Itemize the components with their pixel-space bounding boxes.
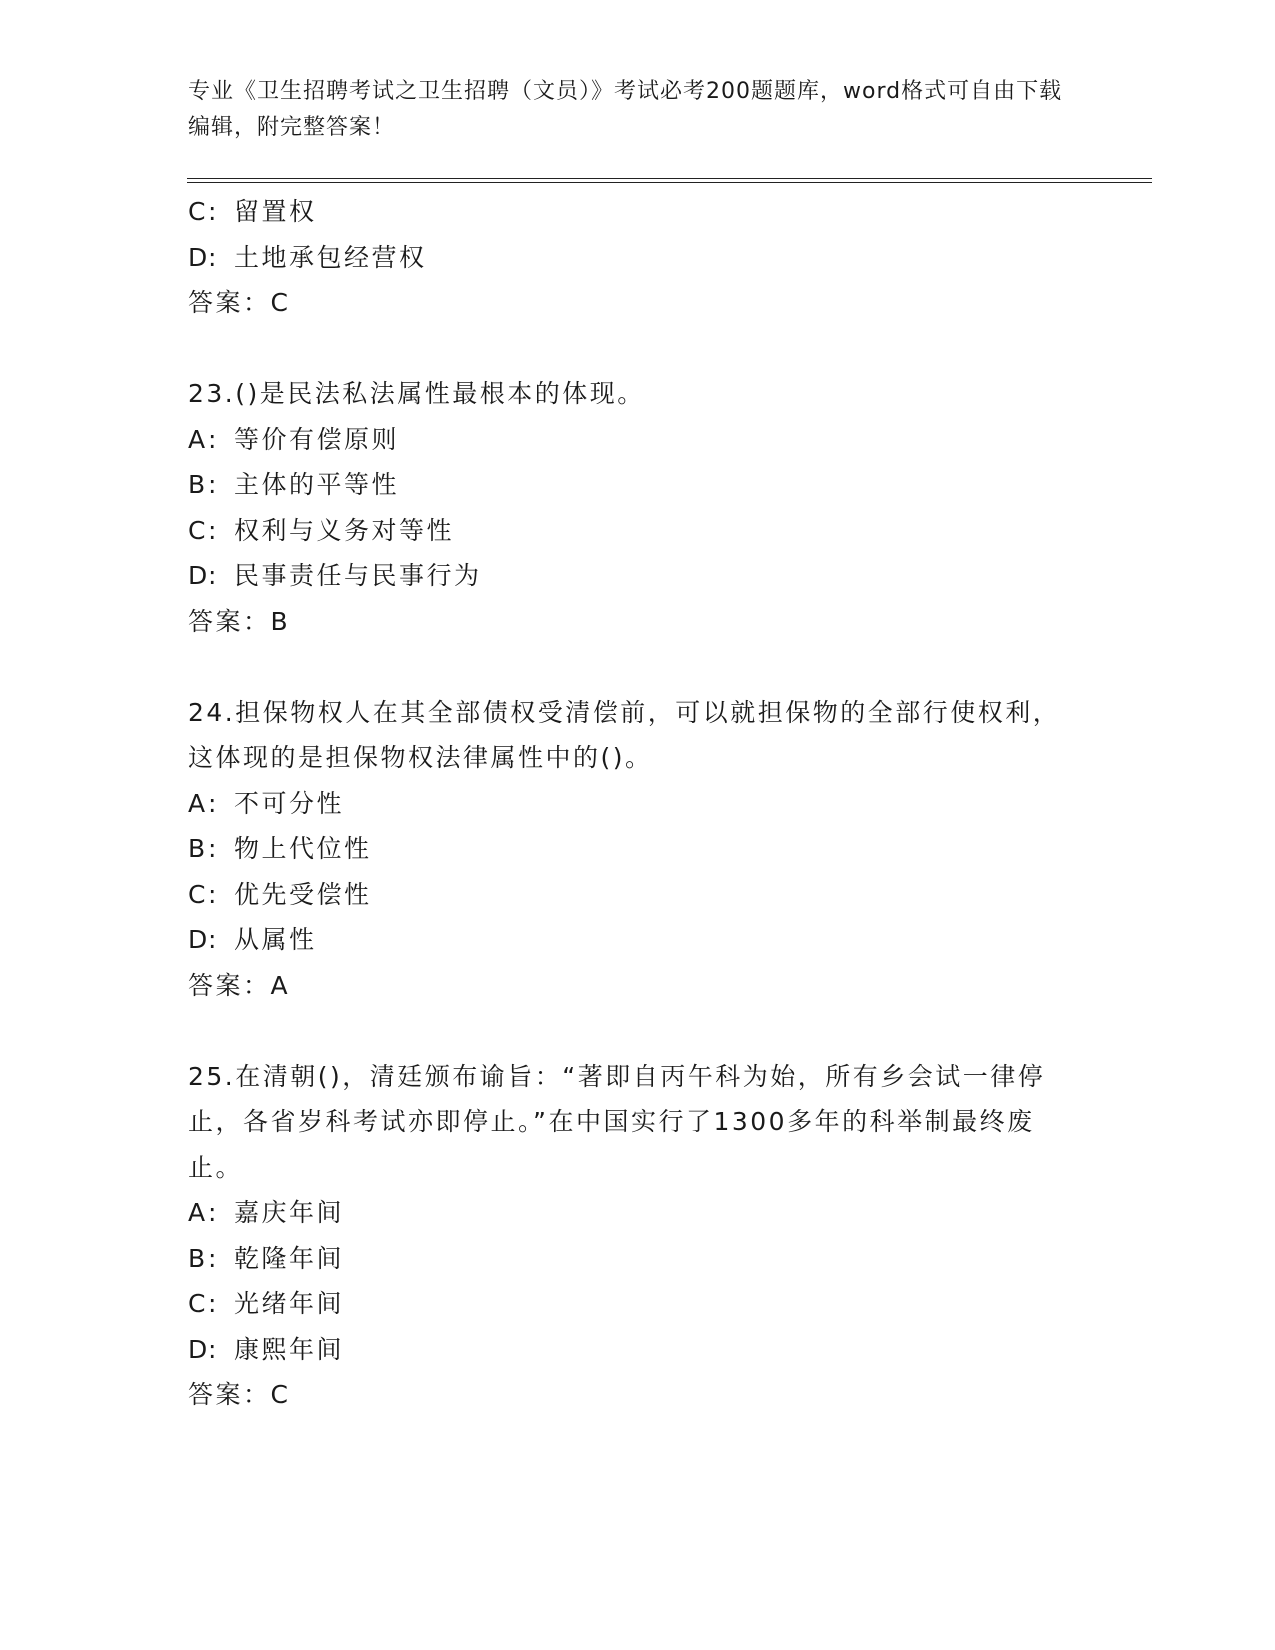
answer-value: A (270, 970, 291, 1000)
question-spacer (188, 1008, 1078, 1054)
option-separator: : (208, 470, 219, 499)
question-number: 24. (188, 697, 236, 727)
question-number: 23. (188, 379, 236, 408)
option-text: 康熙年间 (234, 1334, 345, 1364)
header-intro-text: 专业《卫生招聘考试之卫生招聘（文员）》考试必考200题题库，word格式可自由下载编辑，附完整答案！ (188, 79, 1063, 140)
option-text: 不可分性 (234, 788, 345, 818)
option-letter: C (188, 197, 208, 226)
option-text: 主体的平等性 (234, 470, 400, 499)
option-letter: D (188, 925, 210, 954)
option-letter: A (188, 424, 208, 454)
option-letter: C (188, 879, 208, 909)
option-separator: : (208, 1289, 219, 1318)
option-letter: D (188, 242, 210, 272)
option-letter: B (188, 834, 208, 863)
option-text: 权利与义务对等性 (234, 515, 455, 545)
option-letter: B (188, 470, 208, 499)
option-separator: : (208, 925, 219, 954)
document-header (188, 74, 1068, 146)
option-letter: A (188, 788, 208, 818)
option-d (188, 1327, 1078, 1373)
option-text: 民事责任与民事行为 (234, 561, 482, 590)
answer-value: C (270, 1380, 291, 1409)
option-b (188, 1236, 1078, 1282)
option-separator: : (208, 1334, 219, 1364)
answer-label: 答案： (188, 288, 271, 317)
option-d (188, 235, 1078, 281)
option-separator: : (208, 197, 219, 226)
option-text: 从属性 (234, 925, 317, 954)
question-23 (188, 371, 1078, 644)
option-letter: C (188, 1289, 208, 1318)
option-letter: A (188, 1198, 208, 1227)
option-d (188, 553, 1078, 599)
answer-value: C (270, 288, 291, 317)
option-text: 优先受偿性 (234, 879, 372, 909)
option-c (188, 189, 1078, 235)
option-text: 等价有偿原则 (234, 424, 400, 454)
answer-line (188, 599, 1078, 645)
option-separator: : (208, 242, 219, 272)
option-separator: : (208, 1243, 219, 1273)
option-text: 乾隆年间 (234, 1243, 345, 1273)
option-letter: D (188, 1334, 210, 1364)
question-stem (188, 690, 1078, 781)
option-text: 光绪年间 (234, 1289, 345, 1318)
header-rule-top (187, 178, 1152, 179)
option-c (188, 1281, 1078, 1327)
option-separator: : (208, 424, 219, 454)
answer-value: B (270, 606, 291, 636)
option-b (188, 826, 1078, 872)
answer-line (188, 280, 1078, 326)
option-letter: C (188, 515, 208, 545)
answer-line (188, 963, 1078, 1009)
option-separator: : (208, 1198, 219, 1227)
question-spacer (188, 644, 1078, 690)
question-text: 在清朝()，清廷颁布谕旨：“著即自丙午科为始，所有乡会试一律停止，各省岁科考试亦即停止。”在中国实行了1300多年的科举制最终废止。 (188, 1061, 1046, 1182)
option-text: 嘉庆年间 (234, 1198, 345, 1227)
question-stem (188, 1054, 1078, 1191)
question-text: ()是民法私法属性最根本的体现。 (235, 379, 645, 408)
option-letter: B (188, 1243, 208, 1273)
question-content (188, 189, 1078, 1418)
question-24 (188, 690, 1078, 1009)
prev-question-tail (188, 189, 1078, 326)
question-text: 担保物权人在其全部债权受清偿前，可以就担保物的全部行使权利，这体现的是担保物权法律属性中的()。 (188, 697, 1061, 772)
answer-label: 答案： (188, 970, 271, 1000)
answer-label: 答案： (188, 1380, 271, 1409)
option-separator: : (208, 834, 219, 863)
question-25 (188, 1054, 1078, 1418)
option-text: 物上代位性 (234, 834, 372, 863)
option-a (188, 781, 1078, 827)
question-spacer (188, 326, 1078, 372)
option-separator: : (208, 879, 219, 909)
answer-label: 答案： (188, 606, 271, 636)
option-letter: D (188, 561, 210, 590)
answer-line (188, 1372, 1078, 1418)
option-a (188, 1190, 1078, 1236)
option-text: 土地承包经营权 (234, 242, 427, 272)
option-a (188, 417, 1078, 463)
option-c (188, 508, 1078, 554)
option-separator: : (208, 515, 219, 545)
question-stem (188, 371, 1078, 417)
header-rule-bottom (187, 182, 1152, 183)
option-b (188, 462, 1078, 508)
option-separator: : (208, 788, 219, 818)
question-number: 25. (188, 1061, 236, 1091)
option-c (188, 872, 1078, 918)
option-text: 留置权 (234, 197, 317, 226)
option-separator: : (208, 561, 219, 590)
option-d (188, 917, 1078, 963)
